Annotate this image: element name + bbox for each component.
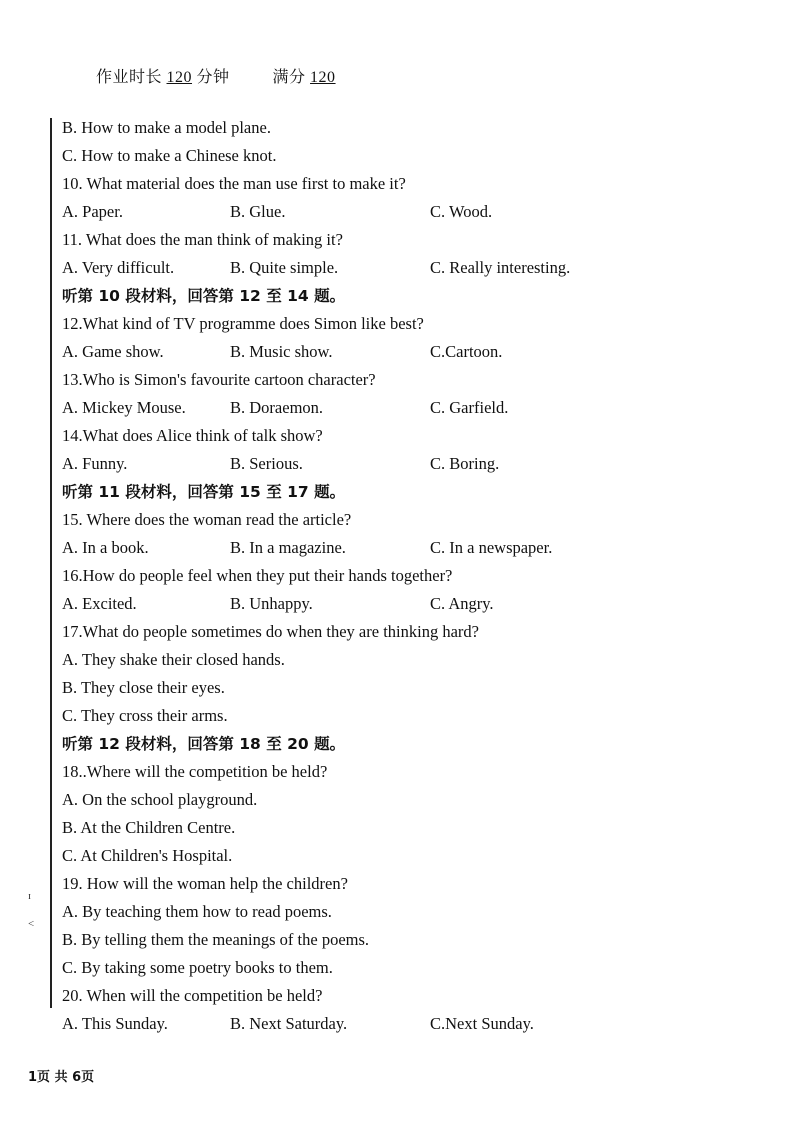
option-b: B. Quite simple.	[230, 258, 339, 277]
question-line: A. By teaching them how to read poems.	[62, 902, 332, 921]
option-b: B. Next Saturday.	[230, 1014, 348, 1033]
question-line: 20. When will the competition be held?	[62, 986, 323, 1005]
margin-mark: ˂	[28, 918, 35, 930]
page-number: 1页	[28, 1070, 51, 1085]
question-line: 10. What material does the man use first to make it?	[62, 174, 406, 193]
option-row	[62, 590, 762, 618]
time-label: 作业时长	[96, 69, 163, 86]
section-instruction: 听第 11 段材料，回答第 15 至 17 题。	[62, 483, 346, 501]
option-row	[62, 534, 762, 562]
option-row	[62, 394, 762, 422]
page-footer	[28, 1066, 94, 1085]
option-row	[62, 254, 762, 282]
option-row	[62, 1010, 762, 1038]
question-line: 16.How do people feel when they put their hands together?	[62, 566, 453, 585]
time-value: 120	[166, 69, 193, 86]
question-line: 14.What does Alice think of talk show?	[62, 426, 323, 445]
option-a: A. Excited.	[62, 594, 137, 613]
page-header	[96, 64, 336, 87]
section-instruction: 听第 12 段材料，回答第 18 至 20 题。	[62, 735, 346, 753]
question-line: B. By telling them the meanings of the poems.	[62, 930, 370, 949]
option-c: C. Angry.	[430, 594, 494, 613]
question-line: C. By taking some poetry books to them.	[62, 958, 333, 977]
question-line: C. At Children's Hospital.	[62, 846, 233, 865]
option-a: A. Paper.	[62, 202, 123, 221]
margin-mark: ɪ	[28, 890, 32, 902]
option-b: B. Music show.	[230, 342, 333, 361]
option-c: C. In a newspaper.	[430, 538, 553, 557]
question-list	[62, 114, 762, 1038]
question-line: A. They shake their closed hands.	[62, 650, 285, 669]
option-row	[62, 450, 762, 478]
question-line: B. How to make a model plane.	[62, 118, 271, 137]
question-line: 17.What do people sometimes do when they are thinking hard?	[62, 622, 479, 641]
option-c: C.Cartoon.	[430, 342, 503, 361]
score-value: 120	[310, 69, 336, 86]
option-row	[62, 338, 762, 366]
question-line: C. How to make a Chinese knot.	[62, 146, 277, 165]
option-b: B. Glue.	[230, 202, 286, 221]
page-total: 共 6页	[54, 1070, 95, 1085]
option-b: B. Doraemon.	[230, 398, 324, 417]
option-c: C. Really interesting.	[430, 258, 571, 277]
question-line: A. On the school playground.	[62, 790, 258, 809]
question-line: 13.Who is Simon's favourite cartoon character?	[62, 370, 376, 389]
question-line: 18..Where will the competition be held?	[62, 762, 328, 781]
option-c: C. Wood.	[430, 202, 493, 221]
score-label: 满分	[272, 69, 306, 86]
option-c: C. Garfield.	[430, 398, 509, 417]
option-b: B. Serious.	[230, 454, 303, 473]
option-row	[62, 198, 762, 226]
question-line: 12.What kind of TV programme does Simon like best?	[62, 314, 424, 333]
time-unit: 分钟	[196, 69, 230, 86]
section-instruction: 听第 10 段材料，回答第 12 至 14 题。	[62, 287, 346, 305]
option-a: A. Funny.	[62, 454, 128, 473]
option-b: B. Unhappy.	[230, 594, 313, 613]
question-line: 11. What does the man think of making it?	[62, 230, 343, 249]
question-line: 19. How will the woman help the children?	[62, 874, 348, 893]
option-c: C.Next Sunday.	[430, 1014, 534, 1033]
question-line: B. They close their eyes.	[62, 678, 225, 697]
option-a: A. This Sunday.	[62, 1014, 168, 1033]
option-a: A. Game show.	[62, 342, 164, 361]
option-a: A. In a book.	[62, 538, 149, 557]
question-line: C. They cross their arms.	[62, 706, 228, 725]
option-a: A. Very difficult.	[62, 258, 175, 277]
question-line: 15. Where does the woman read the article?	[62, 510, 352, 529]
option-b: B. In a magazine.	[230, 538, 346, 557]
binding-margin-line	[50, 118, 52, 1008]
option-c: C. Boring.	[430, 454, 500, 473]
question-line: B. At the Children Centre.	[62, 818, 236, 837]
option-a: A. Mickey Mouse.	[62, 398, 186, 417]
